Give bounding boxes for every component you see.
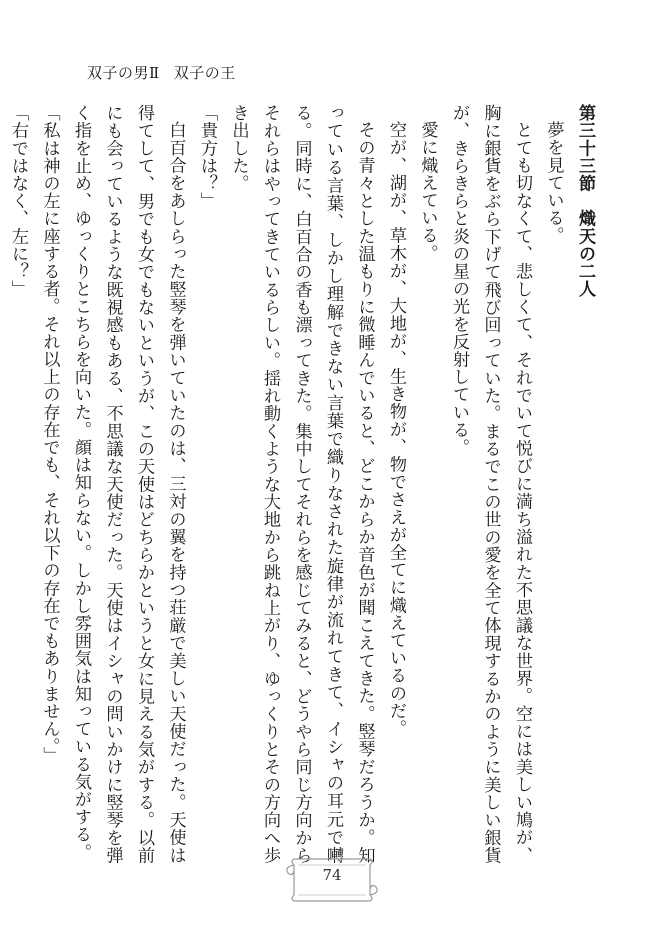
running-head-chapter-title: 双子の王 (173, 64, 236, 82)
paragraph: 夢を見ている。 (543, 121, 564, 245)
paragraph: 愛に熾えている。 (417, 121, 438, 262)
vertical-body-text (0, 104, 600, 864)
page-number: 74 (322, 866, 342, 884)
paragraph: 空が、湖が、草木が、大地が、生き物が、物でさえが全てに熾えているのだ。 (386, 121, 406, 738)
dialogue-line: 「私は神の左に座する者。それ以上の存在でも、それ以下の存在でもありません。」 (39, 104, 60, 765)
paragraph: その青々とした温もりに微睡んでいると、どこからか音色が聞こえてきた。竪琴だろうか。知っている言葉、しかし理解できない言葉で織りなされた旋律が流れてきて、イシャの耳元で囀る。同時に、白百合の香も漂ってきた。集中してそれらを感じてみると、どうやら同じ方向からそれらはやってきているらしい。揺れ動くような大地から跳ね上がり、ゆっくりとその方向へ歩き出した。 (228, 104, 375, 864)
paragraph: とても切なくて、悲しくて、それでいて悦びに満ち溢れた不思議な世界。空には美しい鳩が、胸に銀貨をぶら下げて飛び回っていた。まるでこの世の愛を全て体現するかのように美しい銀貨が、きらきらと炎の星の光を反射している。 (449, 104, 532, 864)
dialogue-line: 「右ではなく、左に？」 (8, 104, 28, 298)
paragraph: 白百合をあしらった竪琴を弾いていたのは、三対の翼を持つ荘厳で美しい天使だった。天使は得てして、男でも女でもないというが、この天使はどちらかというと女に見える気がする。以前にも会っているような既視感もある、不思議な天使だった。天使はイシャの問いかけに竪琴を弾く指を止め、ゆっくりとこちらを向いた。顔は知らない。しかし雰囲気は知っている気がする。 (71, 104, 186, 864)
chapter-heading: 第三十三節 熾天の二人 (575, 104, 595, 298)
running-head (87, 62, 236, 83)
dialogue-line: 「貴方は？」 (197, 104, 217, 210)
running-head-book-title: 双子の男Ⅱ (87, 64, 160, 82)
